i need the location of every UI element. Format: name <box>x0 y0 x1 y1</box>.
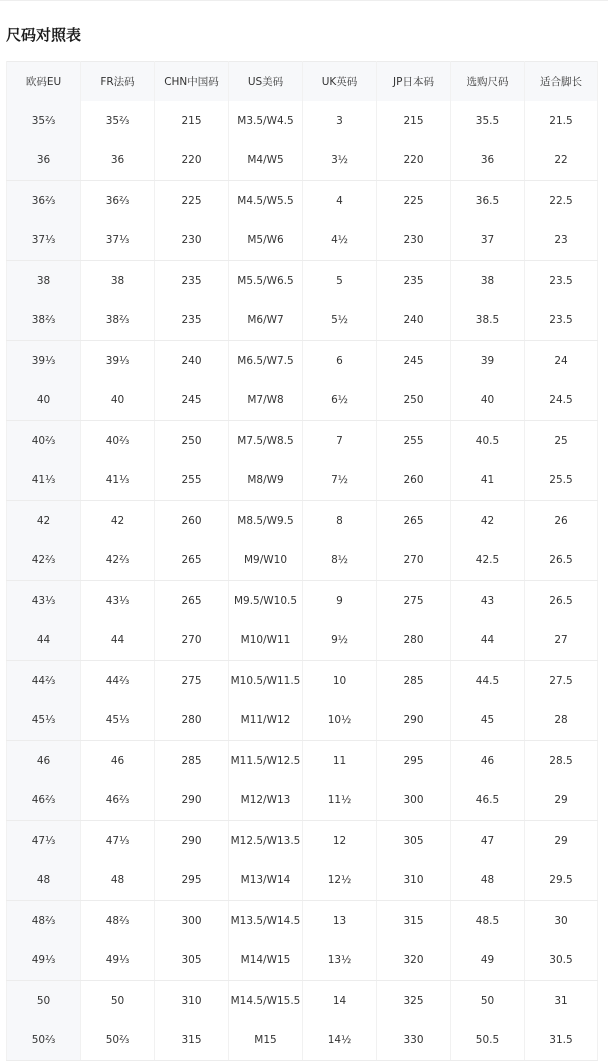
cell-jp: 255 <box>377 421 451 461</box>
cell-us: M13.5/W14.5 <box>229 901 303 941</box>
cell-purchase-size: 50.5 <box>451 1021 525 1061</box>
cell-jp: 315 <box>377 901 451 941</box>
cell-foot-length: 31 <box>525 981 598 1021</box>
cell-fr: 45⅓ <box>81 701 155 741</box>
cell-eu: 50⅔ <box>7 1021 81 1061</box>
cell-purchase-size: 44.5 <box>451 661 525 701</box>
cell-us: M14/W15 <box>229 941 303 981</box>
cell-eu: 45⅓ <box>7 701 81 741</box>
cell-us: M4.5/W5.5 <box>229 181 303 221</box>
table-row <box>7 581 598 621</box>
cell-uk: 6 <box>303 341 377 381</box>
cell-purchase-size: 40.5 <box>451 421 525 461</box>
cell-eu: 38⅔ <box>7 301 81 341</box>
cell-uk: 10½ <box>303 701 377 741</box>
cell-chn: 290 <box>155 821 229 861</box>
cell-chn: 255 <box>155 461 229 501</box>
cell-eu: 42 <box>7 501 81 541</box>
cell-purchase-size: 48.5 <box>451 901 525 941</box>
cell-purchase-size: 36.5 <box>451 181 525 221</box>
table-row <box>7 501 598 541</box>
cell-fr: 38⅔ <box>81 301 155 341</box>
cell-uk: 12½ <box>303 861 377 901</box>
cell-jp: 235 <box>377 261 451 301</box>
table-row <box>7 101 598 141</box>
table-row <box>7 901 598 941</box>
cell-eu: 35⅔ <box>7 101 81 141</box>
cell-jp: 240 <box>377 301 451 341</box>
cell-foot-length: 29 <box>525 821 598 861</box>
cell-uk: 14½ <box>303 1021 377 1061</box>
cell-jp: 225 <box>377 181 451 221</box>
header-jp: JP日本码 <box>377 62 451 102</box>
cell-purchase-size: 38.5 <box>451 301 525 341</box>
cell-fr: 36⅔ <box>81 181 155 221</box>
cell-eu: 36 <box>7 141 81 181</box>
cell-eu: 37⅓ <box>7 221 81 261</box>
cell-uk: 12 <box>303 821 377 861</box>
cell-purchase-size: 44 <box>451 621 525 661</box>
header-fr: FR法码 <box>81 62 155 102</box>
cell-purchase-size: 42.5 <box>451 541 525 581</box>
cell-chn: 315 <box>155 1021 229 1061</box>
table-row <box>7 781 598 821</box>
cell-chn: 260 <box>155 501 229 541</box>
cell-uk: 13½ <box>303 941 377 981</box>
table-row <box>7 941 598 981</box>
cell-eu: 46 <box>7 741 81 781</box>
cell-eu: 48 <box>7 861 81 901</box>
cell-jp: 290 <box>377 701 451 741</box>
cell-eu: 47⅓ <box>7 821 81 861</box>
cell-chn: 250 <box>155 421 229 461</box>
cell-fr: 49⅓ <box>81 941 155 981</box>
cell-foot-length: 29.5 <box>525 861 598 901</box>
cell-eu: 44⅔ <box>7 661 81 701</box>
cell-foot-length: 25.5 <box>525 461 598 501</box>
cell-fr: 43⅓ <box>81 581 155 621</box>
cell-jp: 320 <box>377 941 451 981</box>
cell-foot-length: 29 <box>525 781 598 821</box>
cell-purchase-size: 43 <box>451 581 525 621</box>
cell-uk: 10 <box>303 661 377 701</box>
table-row <box>7 861 598 901</box>
cell-uk: 4 <box>303 181 377 221</box>
cell-us: M4/W5 <box>229 141 303 181</box>
cell-fr: 39⅓ <box>81 341 155 381</box>
cell-uk: 8 <box>303 501 377 541</box>
cell-chn: 230 <box>155 221 229 261</box>
header-eu: 欧码EU <box>7 62 81 102</box>
cell-eu: 49⅓ <box>7 941 81 981</box>
cell-uk: 6½ <box>303 381 377 421</box>
cell-us: M9/W10 <box>229 541 303 581</box>
cell-foot-length: 25 <box>525 421 598 461</box>
cell-jp: 325 <box>377 981 451 1021</box>
header-purchase-size: 选购尺码 <box>451 62 525 102</box>
cell-foot-length: 26.5 <box>525 541 598 581</box>
cell-jp: 280 <box>377 621 451 661</box>
cell-foot-length: 21.5 <box>525 101 598 141</box>
table-row <box>7 421 598 461</box>
cell-foot-length: 24.5 <box>525 381 598 421</box>
cell-us: M7.5/W8.5 <box>229 421 303 461</box>
cell-us: M11/W12 <box>229 701 303 741</box>
table-row <box>7 341 598 381</box>
page-title: 尺码对照表 <box>6 26 82 44</box>
cell-eu: 38 <box>7 261 81 301</box>
cell-jp: 330 <box>377 1021 451 1061</box>
cell-chn: 285 <box>155 741 229 781</box>
top-divider <box>0 0 608 1</box>
table-row <box>7 741 598 781</box>
cell-fr: 37⅓ <box>81 221 155 261</box>
cell-chn: 310 <box>155 981 229 1021</box>
table-row <box>7 541 598 581</box>
cell-purchase-size: 48 <box>451 861 525 901</box>
cell-jp: 220 <box>377 141 451 181</box>
cell-purchase-size: 46 <box>451 741 525 781</box>
cell-foot-length: 24 <box>525 341 598 381</box>
cell-eu: 40⅔ <box>7 421 81 461</box>
cell-chn: 265 <box>155 581 229 621</box>
cell-us: M9.5/W10.5 <box>229 581 303 621</box>
cell-fr: 44⅔ <box>81 661 155 701</box>
table-row <box>7 1021 598 1061</box>
cell-foot-length: 23.5 <box>525 301 598 341</box>
cell-us: M13/W14 <box>229 861 303 901</box>
cell-purchase-size: 40 <box>451 381 525 421</box>
cell-foot-length: 23 <box>525 221 598 261</box>
cell-uk: 7½ <box>303 461 377 501</box>
cell-eu: 50 <box>7 981 81 1021</box>
header-chn: CHN中国码 <box>155 62 229 102</box>
cell-jp: 215 <box>377 101 451 141</box>
cell-fr: 50⅔ <box>81 1021 155 1061</box>
cell-purchase-size: 37 <box>451 221 525 261</box>
cell-fr: 50 <box>81 981 155 1021</box>
cell-chn: 240 <box>155 341 229 381</box>
cell-uk: 11½ <box>303 781 377 821</box>
cell-foot-length: 30 <box>525 901 598 941</box>
cell-chn: 295 <box>155 861 229 901</box>
table-row <box>7 141 598 181</box>
cell-purchase-size: 47 <box>451 821 525 861</box>
cell-us: M7/W8 <box>229 381 303 421</box>
header-uk: UK英码 <box>303 62 377 102</box>
cell-eu: 46⅔ <box>7 781 81 821</box>
cell-chn: 270 <box>155 621 229 661</box>
cell-uk: 11 <box>303 741 377 781</box>
cell-uk: 5 <box>303 261 377 301</box>
cell-eu: 42⅔ <box>7 541 81 581</box>
cell-foot-length: 26 <box>525 501 598 541</box>
table-row <box>7 221 598 261</box>
cell-eu: 41⅓ <box>7 461 81 501</box>
cell-jp: 245 <box>377 341 451 381</box>
cell-us: M15 <box>229 1021 303 1061</box>
cell-chn: 220 <box>155 141 229 181</box>
cell-purchase-size: 46.5 <box>451 781 525 821</box>
cell-purchase-size: 49 <box>451 941 525 981</box>
cell-uk: 7 <box>303 421 377 461</box>
header-foot-length: 适合脚长 <box>525 62 598 102</box>
cell-purchase-size: 41 <box>451 461 525 501</box>
size-chart-table <box>6 61 598 1061</box>
cell-foot-length: 23.5 <box>525 261 598 301</box>
cell-uk: 9½ <box>303 621 377 661</box>
cell-us: M8/W9 <box>229 461 303 501</box>
cell-eu: 36⅔ <box>7 181 81 221</box>
cell-eu: 43⅓ <box>7 581 81 621</box>
cell-fr: 36 <box>81 141 155 181</box>
cell-us: M5.5/W6.5 <box>229 261 303 301</box>
cell-eu: 44 <box>7 621 81 661</box>
cell-fr: 41⅓ <box>81 461 155 501</box>
cell-us: M10/W11 <box>229 621 303 661</box>
cell-fr: 47⅓ <box>81 821 155 861</box>
cell-jp: 295 <box>377 741 451 781</box>
size-chart-container <box>6 61 597 1061</box>
cell-us: M5/W6 <box>229 221 303 261</box>
cell-fr: 40 <box>81 381 155 421</box>
cell-uk: 4½ <box>303 221 377 261</box>
cell-purchase-size: 35.5 <box>451 101 525 141</box>
cell-purchase-size: 38 <box>451 261 525 301</box>
cell-fr: 35⅔ <box>81 101 155 141</box>
cell-foot-length: 26.5 <box>525 581 598 621</box>
table-row <box>7 381 598 421</box>
cell-us: M6.5/W7.5 <box>229 341 303 381</box>
cell-foot-length: 22.5 <box>525 181 598 221</box>
cell-foot-length: 28 <box>525 701 598 741</box>
table-row <box>7 981 598 1021</box>
cell-us: M6/W7 <box>229 301 303 341</box>
cell-fr: 40⅔ <box>81 421 155 461</box>
cell-eu: 40 <box>7 381 81 421</box>
cell-foot-length: 27.5 <box>525 661 598 701</box>
cell-foot-length: 31.5 <box>525 1021 598 1061</box>
table-row <box>7 621 598 661</box>
cell-us: M12/W13 <box>229 781 303 821</box>
cell-eu: 39⅓ <box>7 341 81 381</box>
cell-chn: 275 <box>155 661 229 701</box>
cell-uk: 14 <box>303 981 377 1021</box>
cell-jp: 265 <box>377 501 451 541</box>
cell-fr: 48⅔ <box>81 901 155 941</box>
cell-purchase-size: 42 <box>451 501 525 541</box>
table-row <box>7 821 598 861</box>
cell-foot-length: 30.5 <box>525 941 598 981</box>
table-row <box>7 461 598 501</box>
cell-fr: 42⅔ <box>81 541 155 581</box>
cell-us: M14.5/W15.5 <box>229 981 303 1021</box>
cell-uk: 5½ <box>303 301 377 341</box>
cell-us: M3.5/W4.5 <box>229 101 303 141</box>
cell-eu: 48⅔ <box>7 901 81 941</box>
cell-purchase-size: 39 <box>451 341 525 381</box>
table-row <box>7 701 598 741</box>
cell-us: M8.5/W9.5 <box>229 501 303 541</box>
cell-jp: 270 <box>377 541 451 581</box>
cell-foot-length: 28.5 <box>525 741 598 781</box>
table-row <box>7 301 598 341</box>
cell-chn: 225 <box>155 181 229 221</box>
cell-us: M11.5/W12.5 <box>229 741 303 781</box>
cell-fr: 46 <box>81 741 155 781</box>
cell-chn: 215 <box>155 101 229 141</box>
cell-chn: 305 <box>155 941 229 981</box>
cell-foot-length: 27 <box>525 621 598 661</box>
table-row <box>7 661 598 701</box>
cell-uk: 9 <box>303 581 377 621</box>
cell-chn: 235 <box>155 301 229 341</box>
cell-chn: 235 <box>155 261 229 301</box>
cell-chn: 280 <box>155 701 229 741</box>
header-row <box>7 62 598 102</box>
cell-fr: 46⅔ <box>81 781 155 821</box>
cell-chn: 300 <box>155 901 229 941</box>
cell-jp: 275 <box>377 581 451 621</box>
cell-us: M12.5/W13.5 <box>229 821 303 861</box>
cell-jp: 310 <box>377 861 451 901</box>
cell-jp: 260 <box>377 461 451 501</box>
cell-jp: 285 <box>377 661 451 701</box>
header-us: US美码 <box>229 62 303 102</box>
cell-jp: 305 <box>377 821 451 861</box>
cell-fr: 48 <box>81 861 155 901</box>
cell-fr: 44 <box>81 621 155 661</box>
cell-uk: 3 <box>303 101 377 141</box>
cell-chn: 290 <box>155 781 229 821</box>
cell-jp: 300 <box>377 781 451 821</box>
cell-purchase-size: 45 <box>451 701 525 741</box>
cell-purchase-size: 50 <box>451 981 525 1021</box>
table-row <box>7 261 598 301</box>
cell-foot-length: 22 <box>525 141 598 181</box>
cell-uk: 3½ <box>303 141 377 181</box>
table-row <box>7 181 598 221</box>
cell-fr: 42 <box>81 501 155 541</box>
cell-us: M10.5/W11.5 <box>229 661 303 701</box>
cell-jp: 230 <box>377 221 451 261</box>
cell-fr: 38 <box>81 261 155 301</box>
cell-chn: 245 <box>155 381 229 421</box>
cell-uk: 8½ <box>303 541 377 581</box>
cell-uk: 13 <box>303 901 377 941</box>
cell-jp: 250 <box>377 381 451 421</box>
cell-chn: 265 <box>155 541 229 581</box>
size-rows <box>7 101 598 1061</box>
cell-purchase-size: 36 <box>451 141 525 181</box>
